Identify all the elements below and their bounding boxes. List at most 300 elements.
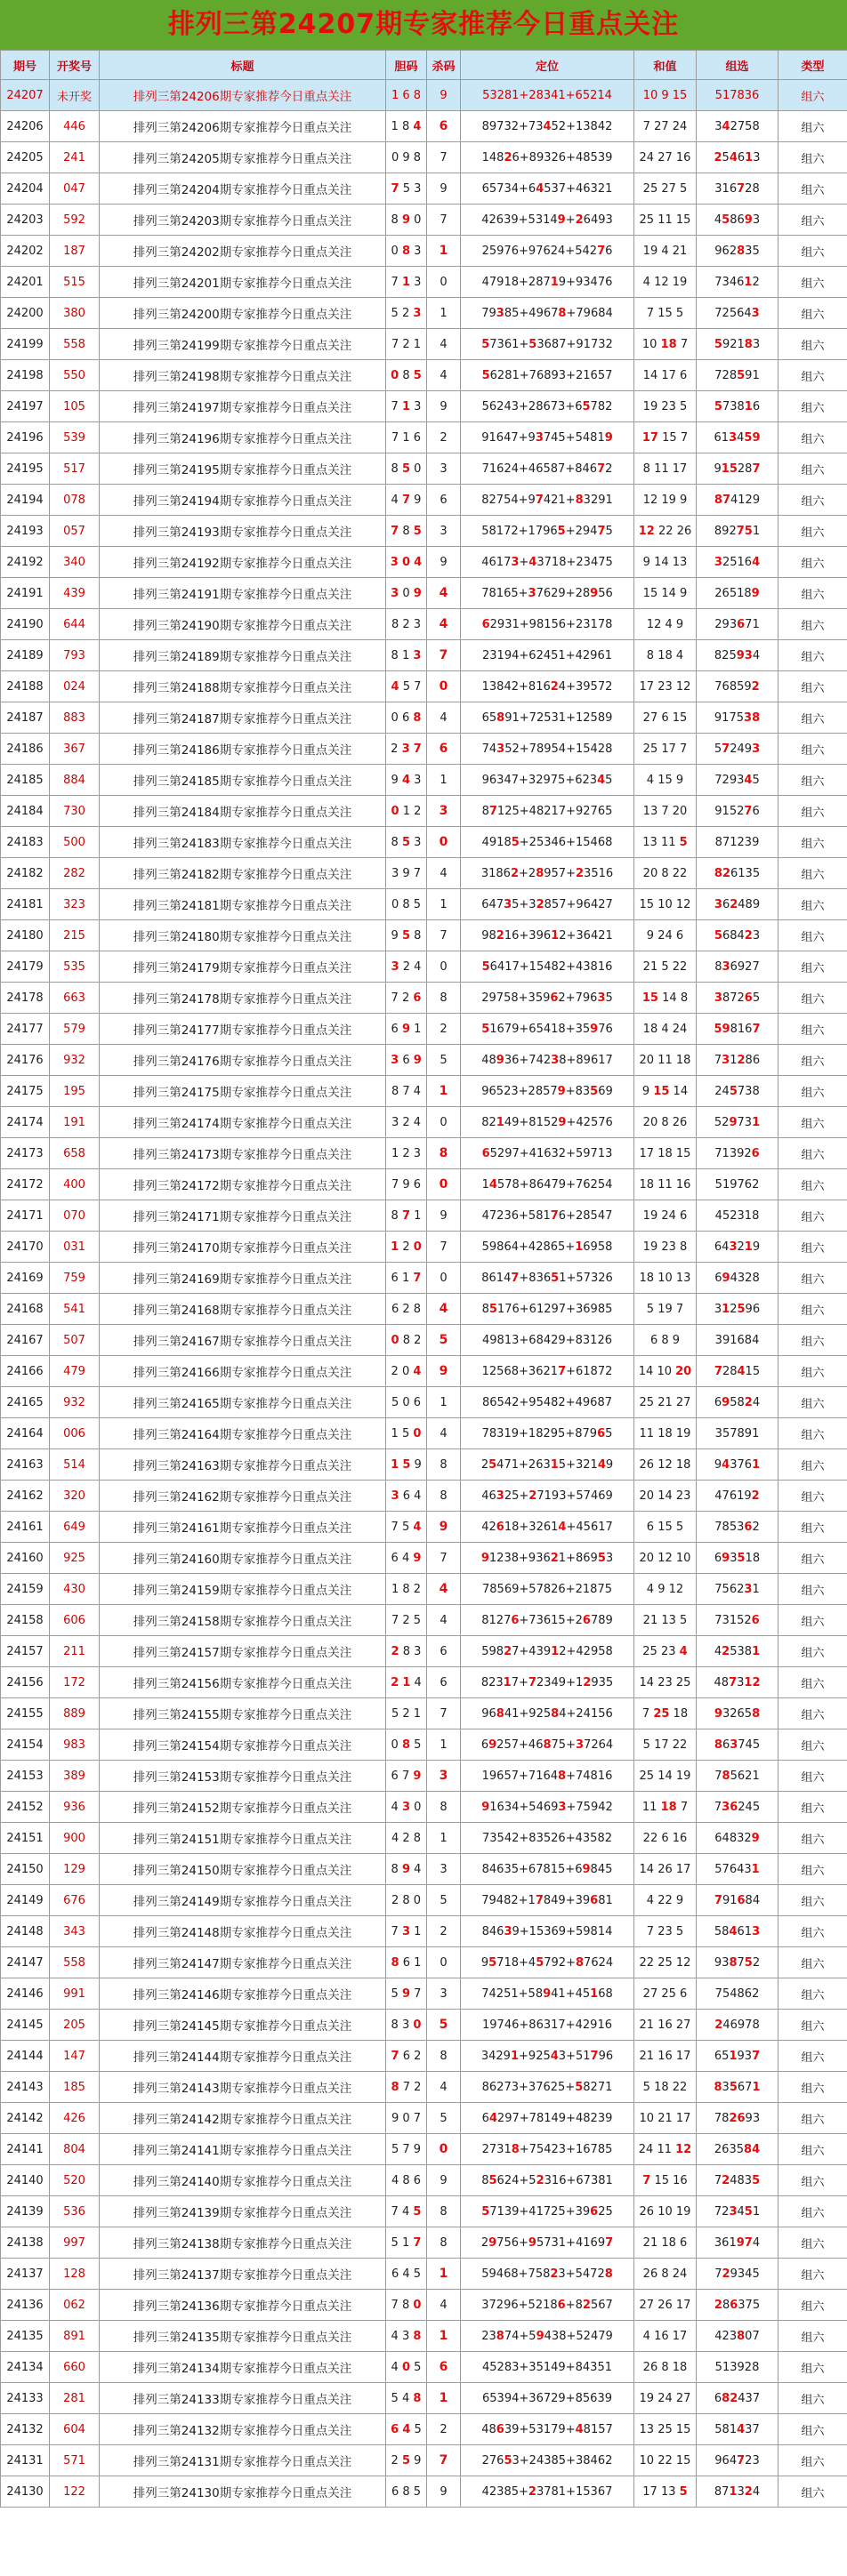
draw-cell: 983 <box>50 1729 100 1761</box>
dan-cell: 7 5 4 <box>386 1512 427 1543</box>
title-cell: 排列三第24160期专家推荐今日重点关注 <box>100 1543 386 1574</box>
sum-cell: 11 18 7 <box>634 1792 697 1823</box>
sum-cell: 19 24 27 <box>634 2383 697 2414</box>
table-row <box>1 2259 847 2290</box>
title-cell: 排列三第24204期专家推荐今日重点关注 <box>100 173 386 205</box>
prediction-table <box>0 50 847 2508</box>
sha-cell: 7 <box>427 2445 461 2476</box>
table-row <box>1 453 847 485</box>
type-cell: 组六 <box>778 2072 847 2103</box>
position-cell: 57361+53687+91732 <box>461 329 634 360</box>
sha-cell: 0 <box>427 951 461 983</box>
type-cell: 组六 <box>778 2134 847 2165</box>
sha-cell: 4 <box>427 1605 461 1636</box>
dan-cell: 0 6 8 <box>386 702 427 734</box>
draw-cell: 558 <box>50 329 100 360</box>
table-row <box>1 1356 847 1387</box>
issue-cell: 24202 <box>1 236 50 267</box>
table-row <box>1 920 847 951</box>
dan-cell: 7 2 1 <box>386 329 427 360</box>
sum-cell: 26 8 18 <box>634 2352 697 2383</box>
issue-cell: 24133 <box>1 2383 50 2414</box>
title-cell: 排列三第24195期专家推荐今日重点关注 <box>100 453 386 485</box>
issue-cell: 24185 <box>1 765 50 796</box>
dan-cell: 4 8 6 <box>386 2165 427 2196</box>
issue-cell: 24198 <box>1 360 50 391</box>
type-cell: 组六 <box>778 516 847 547</box>
table-row <box>1 2134 847 2165</box>
table-row <box>1 1574 847 1605</box>
draw-cell: 925 <box>50 1543 100 1574</box>
position-cell: 82149+81529+42576 <box>461 1107 634 1138</box>
header-pos: 定位 <box>461 51 634 80</box>
group-cell: 254613 <box>697 142 778 173</box>
title-cell: 排列三第24145期专家推荐今日重点关注 <box>100 2010 386 2041</box>
dan-cell: 5 7 9 <box>386 2134 427 2165</box>
draw-cell: 062 <box>50 2290 100 2321</box>
sha-cell: 3 <box>427 796 461 827</box>
dan-cell: 3 6 4 <box>386 1481 427 1512</box>
title-cell: 排列三第24157期专家推荐今日重点关注 <box>100 1636 386 1667</box>
issue-cell: 24176 <box>1 1045 50 1076</box>
table-row <box>1 2227 847 2259</box>
dan-cell: 7 6 2 <box>386 2041 427 2072</box>
position-cell: 96841+92584+24156 <box>461 1698 634 1729</box>
issue-cell: 24182 <box>1 858 50 889</box>
issue-cell: 24194 <box>1 485 50 516</box>
sha-cell: 2 <box>427 1916 461 1947</box>
dan-cell: 2 8 0 <box>386 1885 427 1916</box>
issue-cell: 24153 <box>1 1761 50 1792</box>
draw-cell: 676 <box>50 1885 100 1916</box>
issue-cell: 24170 <box>1 1232 50 1263</box>
issue-cell: 24147 <box>1 1947 50 1978</box>
dan-cell: 4 3 0 <box>386 1792 427 1823</box>
group-cell: 825934 <box>697 640 778 671</box>
type-cell: 组六 <box>778 1698 847 1729</box>
title-cell: 排列三第24174期专家推荐今日重点关注 <box>100 1107 386 1138</box>
position-cell: 46173+43718+23475 <box>461 547 634 578</box>
draw-cell: 078 <box>50 485 100 516</box>
position-cell: 86273+37625+58271 <box>461 2072 634 2103</box>
draw-cell: 430 <box>50 1574 100 1605</box>
sha-cell: 8 <box>427 2227 461 2259</box>
type-cell: 组六 <box>778 2414 847 2445</box>
group-cell: 943761 <box>697 1449 778 1481</box>
title-cell: 排列三第24148期专家推荐今日重点关注 <box>100 1916 386 1947</box>
position-cell: 86542+95482+49687 <box>461 1387 634 1418</box>
table-row <box>1 1325 847 1356</box>
group-cell: 423807 <box>697 2321 778 2352</box>
issue-cell: 24161 <box>1 1512 50 1543</box>
table-row <box>1 1512 847 1543</box>
type-cell: 组六 <box>778 1045 847 1076</box>
dan-cell: 3 9 7 <box>386 858 427 889</box>
sum-cell: 19 24 6 <box>634 1200 697 1232</box>
group-cell: 513928 <box>697 2352 778 2383</box>
type-cell: 组六 <box>778 2352 847 2383</box>
issue-cell: 24168 <box>1 1294 50 1325</box>
type-cell: 组六 <box>778 2010 847 2041</box>
title-cell: 排列三第24193期专家推荐今日重点关注 <box>100 516 386 547</box>
title-cell: 排列三第24181期专家推荐今日重点关注 <box>100 889 386 920</box>
dan-cell: 8 7 2 <box>386 2072 427 2103</box>
table-row <box>1 983 847 1014</box>
group-cell: 648329 <box>697 1823 778 1854</box>
dan-cell: 3 0 9 <box>386 578 427 609</box>
draw-cell: 205 <box>50 2010 100 2041</box>
issue-cell: 24205 <box>1 142 50 173</box>
draw-cell: 883 <box>50 702 100 734</box>
issue-cell: 24150 <box>1 1854 50 1885</box>
group-cell: 728591 <box>697 360 778 391</box>
sha-cell: 4 <box>427 858 461 889</box>
group-cell: 938752 <box>697 1947 778 1978</box>
table-row <box>1 1076 847 1107</box>
position-cell: 91647+93745+54819 <box>461 422 634 453</box>
group-cell: 487312 <box>697 1667 778 1698</box>
position-cell: 59864+42865+16958 <box>461 1232 634 1263</box>
sum-cell: 18 10 13 <box>634 1263 697 1294</box>
dan-cell: 1 8 2 <box>386 1574 427 1605</box>
sum-cell: 21 16 27 <box>634 2010 697 2041</box>
issue-cell: 24186 <box>1 734 50 765</box>
issue-cell: 24136 <box>1 2290 50 2321</box>
type-cell: 组六 <box>778 1138 847 1169</box>
type-cell: 组六 <box>778 1543 847 1574</box>
sum-cell: 10 9 15 <box>634 80 697 111</box>
title-cell: 排列三第24130期专家推荐今日重点关注 <box>100 2476 386 2508</box>
group-cell: 874129 <box>697 485 778 516</box>
table-row <box>1 267 847 298</box>
group-cell: 361974 <box>697 2227 778 2259</box>
sum-cell: 24 27 16 <box>634 142 697 173</box>
table-row <box>1 1045 847 1076</box>
dan-cell: 8 5 3 <box>386 827 427 858</box>
type-cell: 组六 <box>778 1729 847 1761</box>
draw-cell: 592 <box>50 205 100 236</box>
type-cell: 组六 <box>778 205 847 236</box>
title-cell: 排列三第24135期专家推荐今日重点关注 <box>100 2321 386 2352</box>
title-cell: 排列三第24194期专家推荐今日重点关注 <box>100 485 386 516</box>
dan-cell: 0 8 5 <box>386 360 427 391</box>
table-row <box>1 2010 847 2041</box>
sha-cell: 7 <box>427 640 461 671</box>
table-row <box>1 236 847 267</box>
type-cell: 组六 <box>778 1636 847 1667</box>
issue-cell: 24196 <box>1 422 50 453</box>
position-cell: 65734+64537+46321 <box>461 173 634 205</box>
title-cell: 排列三第24152期专家推荐今日重点关注 <box>100 1792 386 1823</box>
draw-cell: 520 <box>50 2165 100 2196</box>
title-cell: 排列三第24165期专家推荐今日重点关注 <box>100 1387 386 1418</box>
position-cell: 42639+53149+26493 <box>461 205 634 236</box>
issue-cell: 24193 <box>1 516 50 547</box>
sha-cell: 7 <box>427 920 461 951</box>
type-cell: 组六 <box>778 1916 847 1947</box>
type-cell: 组六 <box>778 1792 847 1823</box>
draw-cell: 997 <box>50 2227 100 2259</box>
type-cell: 组六 <box>778 1854 847 1885</box>
draw-cell: 571 <box>50 2445 100 2476</box>
type-cell: 组六 <box>778 1574 847 1605</box>
issue-cell: 24130 <box>1 2476 50 2508</box>
draw-cell: 479 <box>50 1356 100 1387</box>
table-row <box>1 671 847 702</box>
draw-cell: 663 <box>50 983 100 1014</box>
draw-cell: 539 <box>50 422 100 453</box>
title-cell: 排列三第24141期专家推荐今日重点关注 <box>100 2134 386 2165</box>
title-cell: 排列三第24150期专家推荐今日重点关注 <box>100 1854 386 1885</box>
table-row <box>1 2290 847 2321</box>
title-cell: 排列三第24133期专家推荐今日重点关注 <box>100 2383 386 2414</box>
table-row <box>1 2352 847 2383</box>
dan-cell: 9 5 8 <box>386 920 427 951</box>
sha-cell: 4 <box>427 360 461 391</box>
title-cell: 排列三第24158期专家推荐今日重点关注 <box>100 1605 386 1636</box>
position-cell: 47918+28719+93476 <box>461 267 634 298</box>
table-row <box>1 1885 847 1916</box>
draw-cell: 191 <box>50 1107 100 1138</box>
dan-cell: 1 2 3 <box>386 1138 427 1169</box>
sha-cell: 9 <box>427 547 461 578</box>
header-title: 标题 <box>100 51 386 80</box>
table-row <box>1 1263 847 1294</box>
type-cell: 组六 <box>778 2196 847 2227</box>
group-cell: 693518 <box>697 1543 778 1574</box>
issue-cell: 24134 <box>1 2352 50 2383</box>
type-cell: 组六 <box>778 236 847 267</box>
sum-cell: 11 18 19 <box>634 1418 697 1449</box>
group-cell: 915287 <box>697 453 778 485</box>
sum-cell: 10 18 7 <box>634 329 697 360</box>
type-cell: 组六 <box>778 1823 847 1854</box>
type-cell: 组六 <box>778 796 847 827</box>
title-cell: 排列三第24199期专家推荐今日重点关注 <box>100 329 386 360</box>
group-cell: 729345 <box>697 765 778 796</box>
group-cell: 734612 <box>697 267 778 298</box>
title-cell: 排列三第24140期专家推荐今日重点关注 <box>100 2165 386 2196</box>
sum-cell: 26 10 19 <box>634 2196 697 2227</box>
dan-cell: 0 8 5 <box>386 1729 427 1761</box>
issue-cell: 24140 <box>1 2165 50 2196</box>
header-issue: 期号 <box>1 51 50 80</box>
group-cell: 915276 <box>697 796 778 827</box>
type-cell: 组六 <box>778 111 847 142</box>
type-cell: 组六 <box>778 267 847 298</box>
issue-cell: 24192 <box>1 547 50 578</box>
issue-cell: 24172 <box>1 1169 50 1200</box>
sha-cell: 6 <box>427 485 461 516</box>
sha-cell: 1 <box>427 2383 461 2414</box>
sum-cell: 26 8 24 <box>634 2259 697 2290</box>
sha-cell: 8 <box>427 1792 461 1823</box>
sum-cell: 20 8 22 <box>634 858 697 889</box>
sha-cell: 8 <box>427 2041 461 2072</box>
title-cell: 排列三第24203期专家推荐今日重点关注 <box>100 205 386 236</box>
group-cell: 293671 <box>697 609 778 640</box>
sha-cell: 7 <box>427 205 461 236</box>
table-row <box>1 1729 847 1761</box>
sha-cell: 4 <box>427 702 461 734</box>
title-cell: 排列三第24196期专家推荐今日重点关注 <box>100 422 386 453</box>
table-row <box>1 2165 847 2196</box>
issue-cell: 24180 <box>1 920 50 951</box>
issue-cell: 24199 <box>1 329 50 360</box>
type-cell: 组六 <box>778 422 847 453</box>
dan-cell: 3 2 4 <box>386 951 427 983</box>
draw-cell: 644 <box>50 609 100 640</box>
position-cell: 27318+75423+16785 <box>461 2134 634 2165</box>
sha-cell: 6 <box>427 1667 461 1698</box>
table-row <box>1 796 847 827</box>
sha-cell: 4 <box>427 1574 461 1605</box>
sha-cell: 3 <box>427 1978 461 2010</box>
sha-cell: 9 <box>427 1200 461 1232</box>
group-cell: 682437 <box>697 2383 778 2414</box>
group-cell: 476192 <box>697 1481 778 1512</box>
group-cell: 892751 <box>697 516 778 547</box>
title-cell: 排列三第24184期专家推荐今日重点关注 <box>100 796 386 827</box>
type-cell: 组六 <box>778 1481 847 1512</box>
issue-cell: 24184 <box>1 796 50 827</box>
type-cell: 组六 <box>778 1356 847 1387</box>
issue-cell: 24175 <box>1 1076 50 1107</box>
sum-cell: 20 11 18 <box>634 1045 697 1076</box>
draw-cell: 500 <box>50 827 100 858</box>
draw-cell: 889 <box>50 1698 100 1729</box>
table-row <box>1 1138 847 1169</box>
sum-cell: 7 25 18 <box>634 1698 697 1729</box>
sha-cell: 6 <box>427 111 461 142</box>
sum-cell: 10 22 15 <box>634 2445 697 2476</box>
position-cell: 48639+53179+48157 <box>461 2414 634 2445</box>
table-row <box>1 858 847 889</box>
position-cell: 81276+73615+26789 <box>461 1605 634 1636</box>
table-row <box>1 205 847 236</box>
sha-cell: 1 <box>427 236 461 267</box>
draw-cell: 932 <box>50 1387 100 1418</box>
issue-cell: 24148 <box>1 1916 50 1947</box>
position-cell: 73542+83526+43582 <box>461 1823 634 1854</box>
issue-cell: 24162 <box>1 1481 50 1512</box>
title-cell: 排列三第24182期专家推荐今日重点关注 <box>100 858 386 889</box>
type-cell: 组六 <box>778 1263 847 1294</box>
issue-cell: 24139 <box>1 2196 50 2227</box>
group-cell: 917538 <box>697 702 778 734</box>
issue-cell: 24173 <box>1 1138 50 1169</box>
draw-cell: 380 <box>50 298 100 329</box>
table-row <box>1 391 847 422</box>
dan-cell: 2 5 9 <box>386 2445 427 2476</box>
position-cell: 96347+32975+62345 <box>461 765 634 796</box>
position-cell: 27653+24385+38462 <box>461 2445 634 2476</box>
sum-cell: 4 9 12 <box>634 1574 697 1605</box>
draw-cell: 507 <box>50 1325 100 1356</box>
position-cell: 48936+74238+89617 <box>461 1045 634 1076</box>
group-cell: 387265 <box>697 983 778 1014</box>
group-cell: 316728 <box>697 173 778 205</box>
position-cell: 74251+58941+45168 <box>461 1978 634 2010</box>
sum-cell: 25 23 4 <box>634 1636 697 1667</box>
dan-cell: 0 1 2 <box>386 796 427 827</box>
sum-cell: 14 26 17 <box>634 1854 697 1885</box>
position-cell: 78319+18295+87965 <box>461 1418 634 1449</box>
title-cell: 排列三第24183期专家推荐今日重点关注 <box>100 827 386 858</box>
sha-cell: 9 <box>427 2165 461 2196</box>
type-cell: 组六 <box>778 2476 847 2508</box>
table-row <box>1 1947 847 1978</box>
type-cell: 组六 <box>778 889 847 920</box>
dan-cell: 9 0 7 <box>386 2103 427 2134</box>
title-cell: 排列三第24147期专家推荐今日重点关注 <box>100 1947 386 1978</box>
dan-cell: 7 1 3 <box>386 267 427 298</box>
table-row <box>1 1543 847 1574</box>
position-cell: 51679+65418+35976 <box>461 1014 634 1045</box>
draw-cell: 991 <box>50 1978 100 2010</box>
type-cell: 组六 <box>778 1294 847 1325</box>
title-cell: 排列三第24142期专家推荐今日重点关注 <box>100 2103 386 2134</box>
sha-cell: 0 <box>427 1107 461 1138</box>
type-cell: 组六 <box>778 983 847 1014</box>
type-cell: 组六 <box>778 80 847 111</box>
table-row <box>1 485 847 516</box>
table-row <box>1 2445 847 2476</box>
draw-cell: 187 <box>50 236 100 267</box>
type-cell: 组六 <box>778 1978 847 2010</box>
position-cell: 37296+52186+82567 <box>461 2290 634 2321</box>
sha-cell: 1 <box>427 1387 461 1418</box>
table-row <box>1 1667 847 1698</box>
type-cell: 组六 <box>778 453 847 485</box>
page-title: 排列三第24207期专家推荐今日重点关注 <box>167 9 680 40</box>
sha-cell: 1 <box>427 2259 461 2290</box>
position-cell: 34291+92543+51796 <box>461 2041 634 2072</box>
title-cell: 排列三第24151期专家推荐今日重点关注 <box>100 1823 386 1854</box>
sha-cell: 9 <box>427 1512 461 1543</box>
sum-cell: 15 14 8 <box>634 983 697 1014</box>
type-cell: 组六 <box>778 485 847 516</box>
title-cell: 排列三第24168期专家推荐今日重点关注 <box>100 1294 386 1325</box>
group-cell: 342758 <box>697 111 778 142</box>
sum-cell: 27 25 6 <box>634 1978 697 2010</box>
sum-cell: 13 11 5 <box>634 827 697 858</box>
title-cell: 排列三第24187期专家推荐今日重点关注 <box>100 702 386 734</box>
issue-cell: 24165 <box>1 1387 50 1418</box>
dan-cell: 2 0 4 <box>386 1356 427 1387</box>
sha-cell: 8 <box>427 1481 461 1512</box>
group-cell: 312596 <box>697 1294 778 1325</box>
type-cell: 组六 <box>778 2103 847 2134</box>
sha-cell: 0 <box>427 2134 461 2165</box>
dan-cell: 4 2 8 <box>386 1823 427 1854</box>
sha-cell: 6 <box>427 1636 461 1667</box>
table-row <box>1 329 847 360</box>
issue-cell: 24158 <box>1 1605 50 1636</box>
sum-cell: 4 16 17 <box>634 2321 697 2352</box>
group-cell: 529731 <box>697 1107 778 1138</box>
issue-cell: 24156 <box>1 1667 50 1698</box>
draw-cell: 515 <box>50 267 100 298</box>
position-cell: 56417+15482+43816 <box>461 951 634 983</box>
position-cell: 64735+32857+96427 <box>461 889 634 920</box>
draw-cell: 536 <box>50 2196 100 2227</box>
type-cell: 组六 <box>778 391 847 422</box>
issue-cell: 24135 <box>1 2321 50 2352</box>
draw-cell: 658 <box>50 1138 100 1169</box>
position-cell: 19746+86317+42916 <box>461 2010 634 2041</box>
draw-cell: 057 <box>50 516 100 547</box>
